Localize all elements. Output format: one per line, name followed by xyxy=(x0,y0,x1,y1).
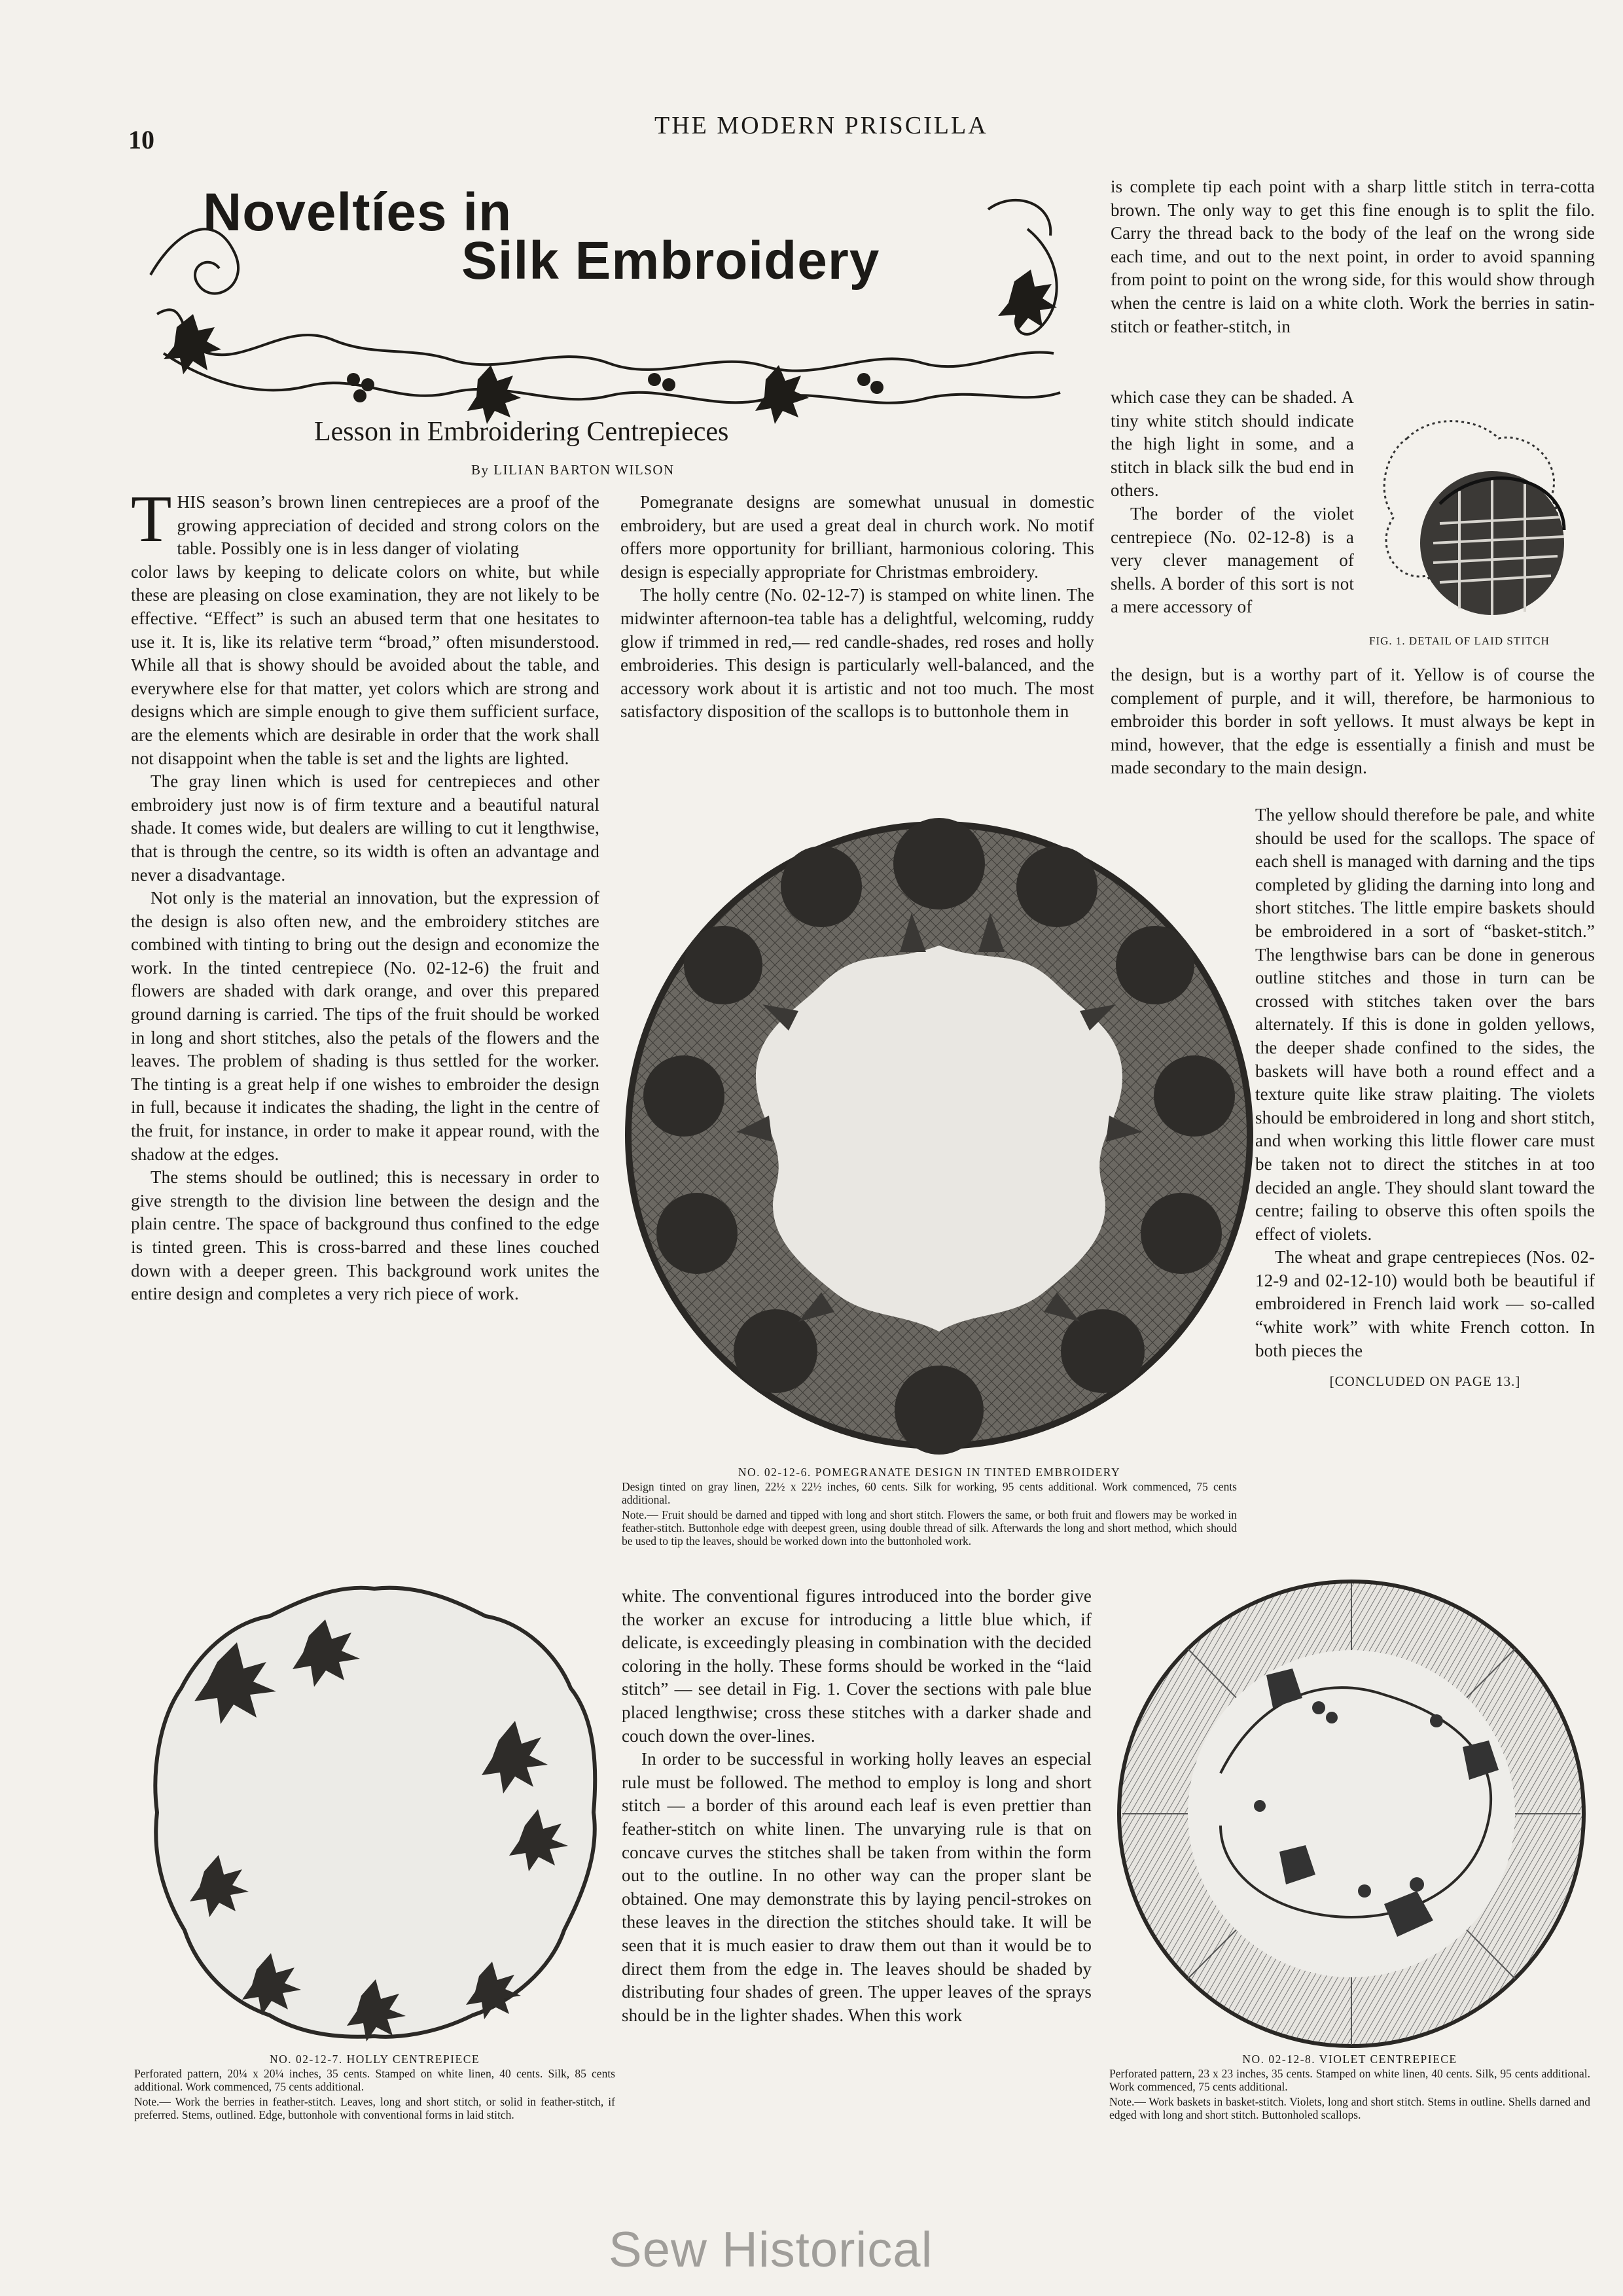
running-head: THE MODERN PRISCILLA xyxy=(654,112,988,139)
holly-caption-title: NO. 02-12-7. HOLLY CENTREPIECE xyxy=(269,2053,480,2066)
pomegranate-caption-desc: Design tinted on gray linen, 22½ x 22½ inches, 60 cents. Silk for working, 95 cents additional. Work commenced, 75 cents additional. xyxy=(622,1480,1237,1506)
column-3-lower xyxy=(1255,804,1595,1394)
title-line-2: Silk Embroidery xyxy=(461,231,880,291)
pomegranate-caption xyxy=(622,1466,1237,1549)
holly-caption-desc: Perforated pattern, 20¼ x 20¼ inches, 35 cents. Stamped on white linen, 40 cents. Silk, 85 cents additional. Work commenced, 75 cents additional. xyxy=(134,2067,615,2093)
col1-paragraph-4: The stems should be outlined; this is necessary in order to give strength to the division line between the design and the plain centre. The space of background thus confined to the edge is tinted green. This is cross-barred and these lines couched down with a deeper green. This background work unites the entire design and completes a very rich piece of work. xyxy=(131,1167,599,1304)
column-2-upper xyxy=(620,491,1094,724)
column-3-upper xyxy=(1111,175,1595,338)
col3-paragraph-2a: The border of the violet centrepiece (No. 02-12-8) is a very clever management of shells. A border of this sort is not a mere accessory of xyxy=(1111,503,1354,617)
violet-caption xyxy=(1109,2053,1590,2123)
page-number: 10 xyxy=(128,125,154,154)
violet-centrepiece-image xyxy=(1109,1577,1594,2051)
pomegranate-centrepiece-image xyxy=(625,815,1253,1459)
subtitle: Lesson in Embroidering Centrepieces xyxy=(314,417,729,447)
violet-caption-title: NO. 02-12-8. VIOLET CENTREPIECE xyxy=(1242,2053,1457,2066)
violet-caption-desc: Perforated pattern, 23 x 23 inches, 35 cents. Stamped on white linen, 40 cents. Silk, 95 cents additional. Work commenced, 75 cents additional. xyxy=(1109,2067,1590,2093)
pomegranate-caption-note: Note.— Fruit should be darned and tipped with long and short stitch. Flowers the same, or both fruit and flowers may be worked in feather-stitch. Buttonhole edge with deepest green, using double thread of silk. Afterwards the long and short method, which should be used to tip the leaves, should be worked down into the buttonholed work. xyxy=(622,1508,1237,1547)
col2-paragraph-4: In order to be successful in working holly leaves an especial rule must be followed. The method to employ is long and short stitch — a border of this around each leaf is even prettier than feather-stitch on white linen. The unvarying rule is that on concave curves the stitches shall be taken from within the form out to the outline. In no other way can the proper slant be obtained. One may demonstrate this by laying pencil-strokes on these leaves in the direction the stitches should take. It will be seen that it is much easier to draw them out than it would be to direct them from the edge in. The leaves should be shaded by distributing four shades of green. The upper leaves of the sprays should be in the lighter shades. When this work xyxy=(622,1749,1092,2025)
col1-paragraph-3: Not only is the material an innovation, but the expression of the design is also often new, and the embroidery stitches are combined with tinting to bring out the design and economize the work. In the tinted centrepiece (No. 02-12-6) the fruit and flowers are shaded with dark orange, and over this prepared ground darning is carried. The tips of the fruit should be worked in long and short stitches, also the petals of the flowers and the leaves. The problem of shading is thus settled for the worker. The tinting is a great help if one wishes to embroider the design in full, because it indicates the shading, the light in the centre of the fruit, for instance, in order to make it appear round, with the shadow at the edges. xyxy=(131,888,599,1164)
watermark: Sew Historical xyxy=(609,2222,933,2278)
col3-paragraph-2b: the design, but is a worthy part of it. Yellow is of course the complement of purple, and it will, therefore, be harmonious to embroider this border in soft yellows. It must always be kept in mind, however, that the edge is essentially a finish and must be made secondary to the main design. xyxy=(1111,665,1595,778)
col1-paragraph-1b: color laws by keeping to delicate colors on white, but while these are pleasing on close examination, they are not likely to be effective. “Effect” is such an abused term that one hesitates to use it. It is, like its relative term “broad,” often misunderstood. While all that is showy should be avoided about the table, and everywhere else for that matter, yet colors which are strong and designs which are simple enough to give them sufficient surface, are the elements which are desirable in order that the work shall not disappoint when the table is set and the lights are lighted. xyxy=(131,561,599,768)
holly-centrepiece-image xyxy=(145,1577,603,2048)
byline: By LILIAN BARTON WILSON xyxy=(471,462,675,478)
column-3-mid xyxy=(1111,663,1595,780)
title-line-1: Noveltíes in xyxy=(203,183,512,242)
pomegranate-caption-title: NO. 02-12-6. POMEGRANATE DESIGN IN TINTED EMBROIDERY xyxy=(738,1466,1121,1479)
holly-caption xyxy=(134,2053,615,2123)
col2-paragraph-3: white. The conventional figures introduced into the border give the worker an excuse for introducing a little blue which, if delicate, is exceedingly pleasing in combination with the decided coloring in the holly. These forms should be worked in the “laid stitch” — see detail in Fig. 1. Cover the sections with pale blue placed lengthwise; cross these stitches with a darker shade and couch down the over-lines. xyxy=(622,1586,1092,1746)
column-1 xyxy=(131,482,599,1306)
column-2-lower xyxy=(622,1585,1092,2027)
continued-note: [CONCLUDED ON PAGE 13.] xyxy=(1329,1373,1521,1390)
column-3-narrow xyxy=(1111,386,1354,619)
drop-cap: T xyxy=(131,482,172,556)
holly-caption-note: Note.— Work the berries in feather-stitch. Leaves, long and short stitch, or solid in feather-stitch, if preferred. Stems, outlined. Edge, buttonhole with conventional forms in laid stitch. xyxy=(134,2095,615,2121)
col1-paragraph-2: The gray linen which is used for centrepieces and other embroidery just now is of firm texture and a beautiful natural shade. It comes wide, but dealers are willing to cut it lengthwise, that is through the centre, so its width is often an advantage and never a disadvantage. xyxy=(131,771,599,885)
col1-paragraph-1a: HIS season’s brown linen centrepieces are a proof of the growing appreciation of decided and strong colors on the table. Possibly one is in less danger of violating xyxy=(177,492,599,559)
col2-paragraph-1: Pomegranate designs are somewhat unusual in domestic embroidery, but are used a great deal in church work. No motif offers more opportunity for brilliant, harmonious coloring. This design is especially appropriate for Christmas embroidery. xyxy=(620,492,1094,582)
fig1-caption: FIG. 1. DETAIL OF LAID STITCH xyxy=(1369,635,1550,647)
col3-paragraph-2c: The yellow should therefore be pale, and white should be used for the scallops. The space of each shell is managed with darning and the tips completed by gliding the darning into long and short stitches. The little empire baskets should be embroidered in a sort of “basket-stitch.” The lengthwise bars can be done in generous outline stitches and those in turn can be crossed with stitches taken over the bars alternately. If this is done in golden yellows, the deeper shade confined to the sides, the baskets will have both a round effect and a texture quite like straw plaiting. The violets should be embroidered in long and short stitch, and when working this little flower care must be taken not to direct the stitches in at too decided an angle. They should slant toward the centre; failing to observe this often spoils the effect of violets. xyxy=(1255,805,1595,1244)
col3-paragraph-1b: which case they can be shaded. A tiny white stitch should indicate the high light in some, and a stitch in black silk the bud end in others. xyxy=(1111,387,1354,501)
col2-paragraph-2: The holly centre (No. 02-12-7) is stamped on white linen. The midwinter afternoon-tea table has a delightful, welcoming, ruddy glow if trimmed in red,— red candle-shades, red roses and holly embroideries. This design is particularly well-balanced, and the accessory work about it is artistic and not too much. The most satisfactory disposition of the scallops is to buttonhole them in xyxy=(620,585,1094,722)
violet-caption-note: Note.— Work baskets in basket-stitch. Violets, long and short stitch. Stems in outline. Shells darned and edged with long and short stitch. Buttonholed scallops. xyxy=(1109,2095,1590,2121)
col3-paragraph-3: The wheat and grape centrepieces (Nos. 02-12-9 and 02-12-10) would both be beautiful if embroidered in French laid work — so-called “white work” with white French cotton. In both pieces the xyxy=(1255,1247,1595,1360)
col3-paragraph-1: is complete tip each point with a sharp little stitch in terra-cotta brown. The only way to get this fine enough is to split the filo. Carry the thread back to the body of the leaf on the wrong side each time, and out to the next point, in order to avoid spanning from point to point on the wrong side, for this would show through when the centre is laid on a white cloth. Work the berries in satin-stitch or feather-stitch, in xyxy=(1111,177,1595,336)
laid-stitch-figure xyxy=(1368,406,1584,628)
